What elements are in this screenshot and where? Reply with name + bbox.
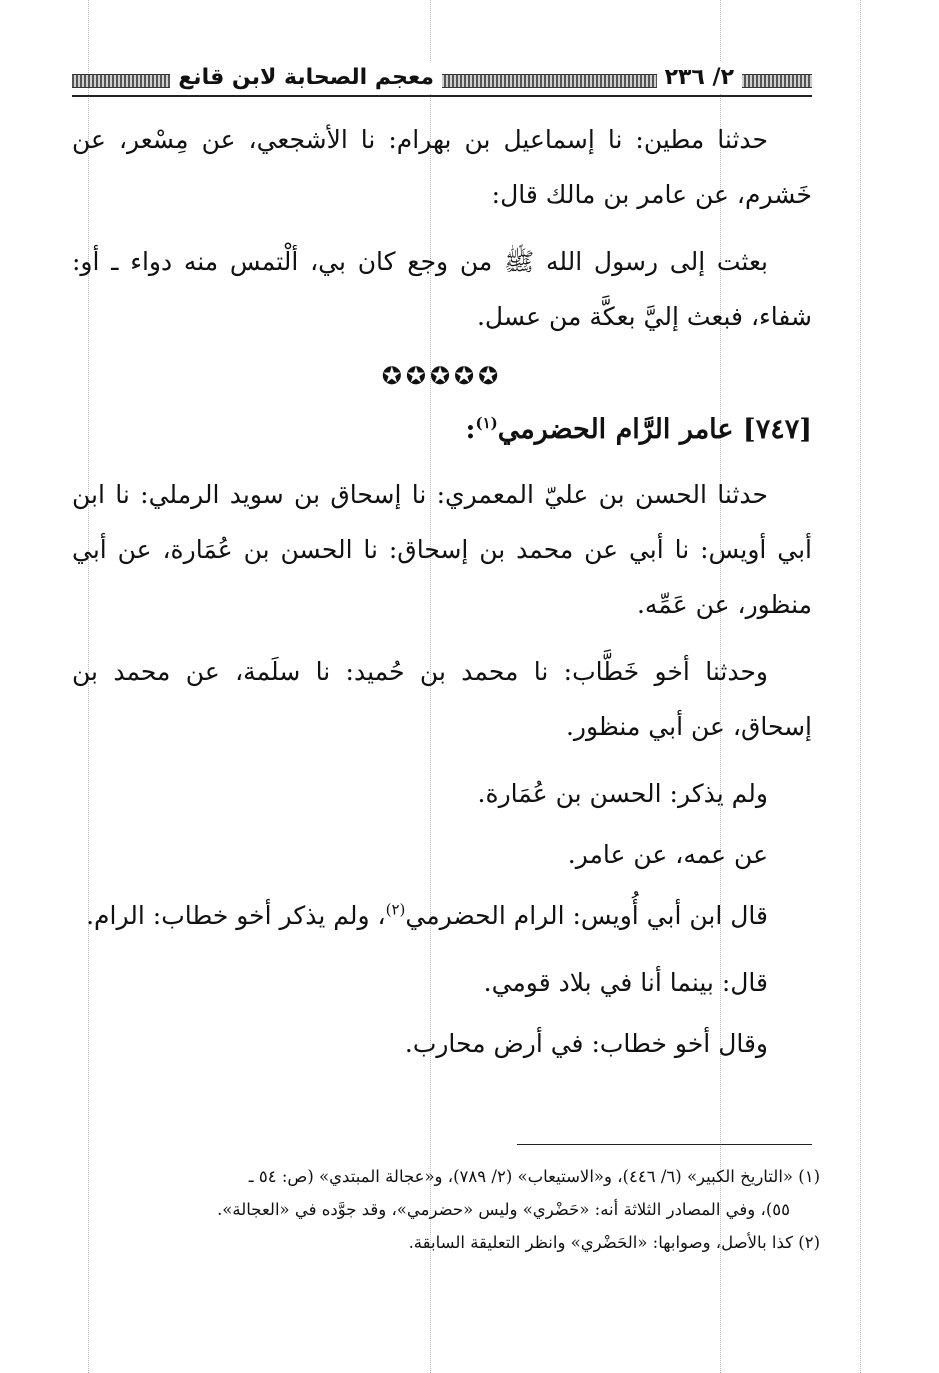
- header-rule: [72, 95, 812, 97]
- entry-heading: [72, 402, 812, 457]
- footnotes: [72, 1160, 820, 1259]
- paragraph: ولم يذكر: الحسن بن عُمَارة.: [477, 779, 768, 808]
- paragraph: عن عمه، عن عامر.: [567, 840, 768, 869]
- entry-name: عامر الرَّام الحضرمي: [497, 414, 734, 445]
- paragraph-text: ، ولم يذكر أخو خطاب: الرام.: [86, 901, 386, 930]
- footnote-1-continued: ٥٥)، وفي المصادر الثلاثة أنه: «حَضْري» وليس «حضرمي»، وقد جوَّده في «العجالة».: [217, 1200, 790, 1219]
- footnote-1: (١) «التاريخ الكبير» (٦/ ٤٤٦)، و«الاستيعاب» (٢/ ٧٨٩)، و«عجالة المبتدي» (ص: ٥٤ ـ: [248, 1167, 820, 1186]
- entry-number: [٧٤٧]: [742, 414, 812, 445]
- paragraph: حدثنا الحسن بن عليّ المعمري: نا إسحاق بن سويد الرملي: نا ابن أبي أويس: نا أبي عن محمد بن إسحاق: نا الحسن بن عُمَارة، عن أبي منظور، عن عَمِّه.: [72, 480, 812, 619]
- paragraph: قال: بينما أنا في بلاد قومي.: [483, 968, 768, 997]
- footnote-reference: (٢): [385, 900, 406, 919]
- paragraph: بعثت إلى رسول الله ﷺ من وجع كان بي، ألْتمس منه دواء ـ أو: شفاء، فبعث إليَّ بعكَّة من عسل.: [72, 247, 812, 331]
- main-text: [72, 112, 812, 1077]
- footnote-rule: [517, 1144, 812, 1145]
- scan-guide-line: [860, 0, 861, 1373]
- section-separator: ✪✪✪✪✪: [381, 362, 503, 390]
- paragraph: حدثنا مطين: نا إسماعيل بن بهرام: نا الأشجعي، عن مِسْعر، عن خَشرم، عن عامر بن مالك قال:: [72, 125, 812, 209]
- paragraph: وحدثنا أخو خَطَّاب: نا محمد بن حُميد: نا سلَمة، عن محمد بن إسحاق، عن أبي منظور.: [72, 657, 812, 741]
- running-title: معجم الصحابة لابن قانع: [170, 62, 442, 94]
- page-number: ٢/ ٢٣٦: [657, 62, 742, 94]
- paragraph: وقال أخو خطاب: في أرض محارب.: [404, 1029, 768, 1058]
- footnote-2: (٢) كذا بالأصل، وصوابها: «الحَضْري» وانظر التعليقة السابقة.: [408, 1233, 820, 1252]
- paragraph-text: قال ابن أبي أُويس: الرام الحضرمي: [405, 901, 768, 930]
- entry-colon: :: [465, 414, 476, 445]
- paragraph: [72, 888, 812, 943]
- footnote-reference: (١): [475, 414, 498, 432]
- running-header: [72, 56, 812, 96]
